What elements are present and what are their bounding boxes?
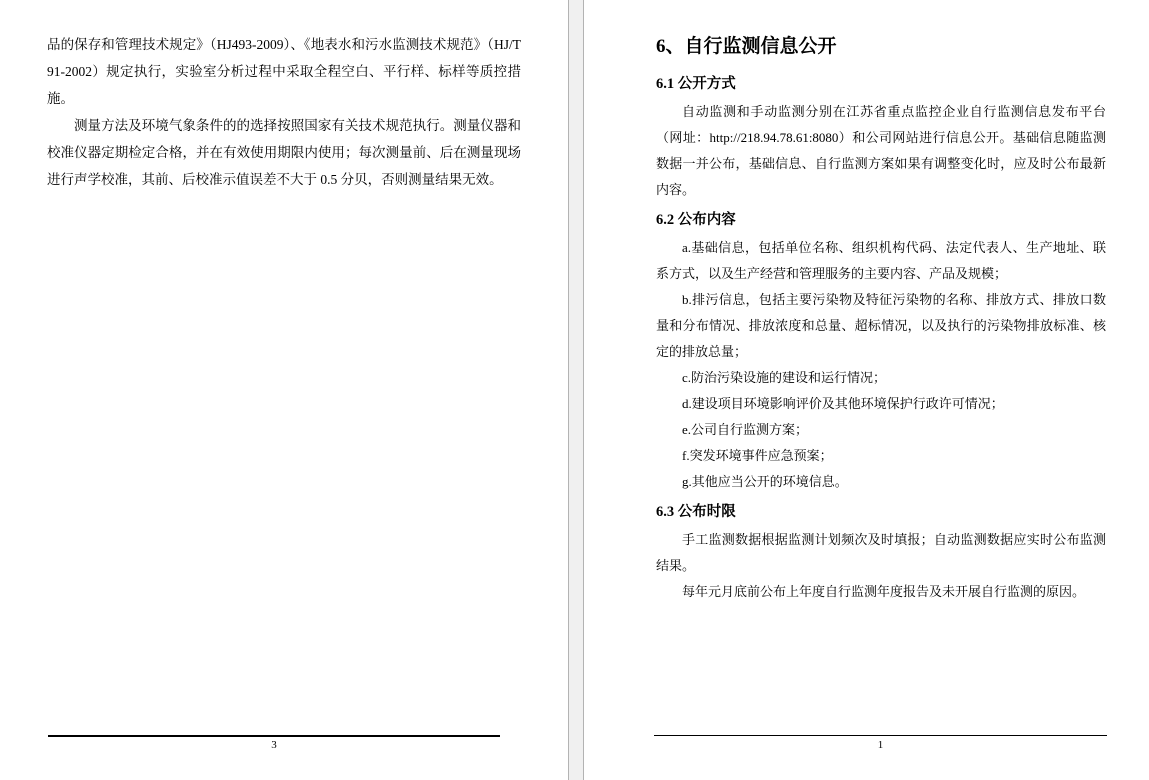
subsection-heading-6-1: 6.1 公开方式 xyxy=(656,76,736,92)
paragraph: 测量方法及环境气象条件的的选择按照国家有关技术规范执行。测量仪器和校准仪器定期检定合格，并在有效使用期限内使用；每次测量前、后在测量现场进行声学校准，其前、后校准示值误差不大于 0.5 分贝，否则测量结果无效。 xyxy=(47,118,521,187)
paragraph: 每年元月底前公布上年度自行监测年度报告及未开展自行监测的原因。 xyxy=(682,584,1086,599)
footer-rule xyxy=(48,735,500,737)
footer-rule xyxy=(654,735,1107,736)
paragraph: a.基础信息，包括单位名称、组织机构代码、法定代表人、生产地址、联系方式，以及生产经营和管理服务的主要内容、产品及规模； xyxy=(656,240,1106,281)
page-left-content xyxy=(47,31,521,193)
paragraph: g.其他应当公开的环境信息。 xyxy=(682,474,848,489)
paragraph: 品的保存和管理技术规定》（HJ493-2009）、《地表水和污水监测技术规范》（HJ/T 91-2002）规定执行，实验室分析过程中采取全程空白、平行样、标样等质控措施。 xyxy=(47,37,521,106)
paragraph: b.排污信息，包括主要污染物及特征污染物的名称、排放方式、排放口数量和分布情况、排放浓度和总量、超标情况，以及执行的污染物排放标准、核定的排放总量； xyxy=(656,292,1106,359)
page-left xyxy=(0,0,568,780)
paragraph: c.防治污染设施的建设和运行情况； xyxy=(682,370,887,385)
paragraph: 手工监测数据根据监测计划频次及时填报；自动监测数据应实时公布监测结果。 xyxy=(656,532,1106,573)
paragraph: e.公司自行监测方案； xyxy=(682,422,809,437)
section-title: 6、自行监测信息公开 xyxy=(656,36,837,57)
page-number: 1 xyxy=(877,739,884,751)
page-right-content xyxy=(656,28,1106,605)
paragraph: f.突发环境事件应急预案； xyxy=(682,448,833,463)
page-right xyxy=(584,0,1149,780)
paragraph: d.建设项目环境影响评价及其他环境保护行政许可情况； xyxy=(682,396,1004,411)
paragraph: 自动监测和手动监测分别在江苏省重点监控企业自行监测信息发布平台（网址：http://218.94.78.61:8080）和公司网站进行信息公开。基础信息随监测数据一并公布，基础信息、自行监测方案如果有调整变化时，应及时公布最新内容。 xyxy=(656,104,1106,197)
subsection-heading-6-2: 6.2 公布内容 xyxy=(656,212,736,228)
page-number: 3 xyxy=(271,739,277,751)
page-gap xyxy=(568,0,584,780)
subsection-heading-6-3: 6.3 公布时限 xyxy=(656,504,736,520)
